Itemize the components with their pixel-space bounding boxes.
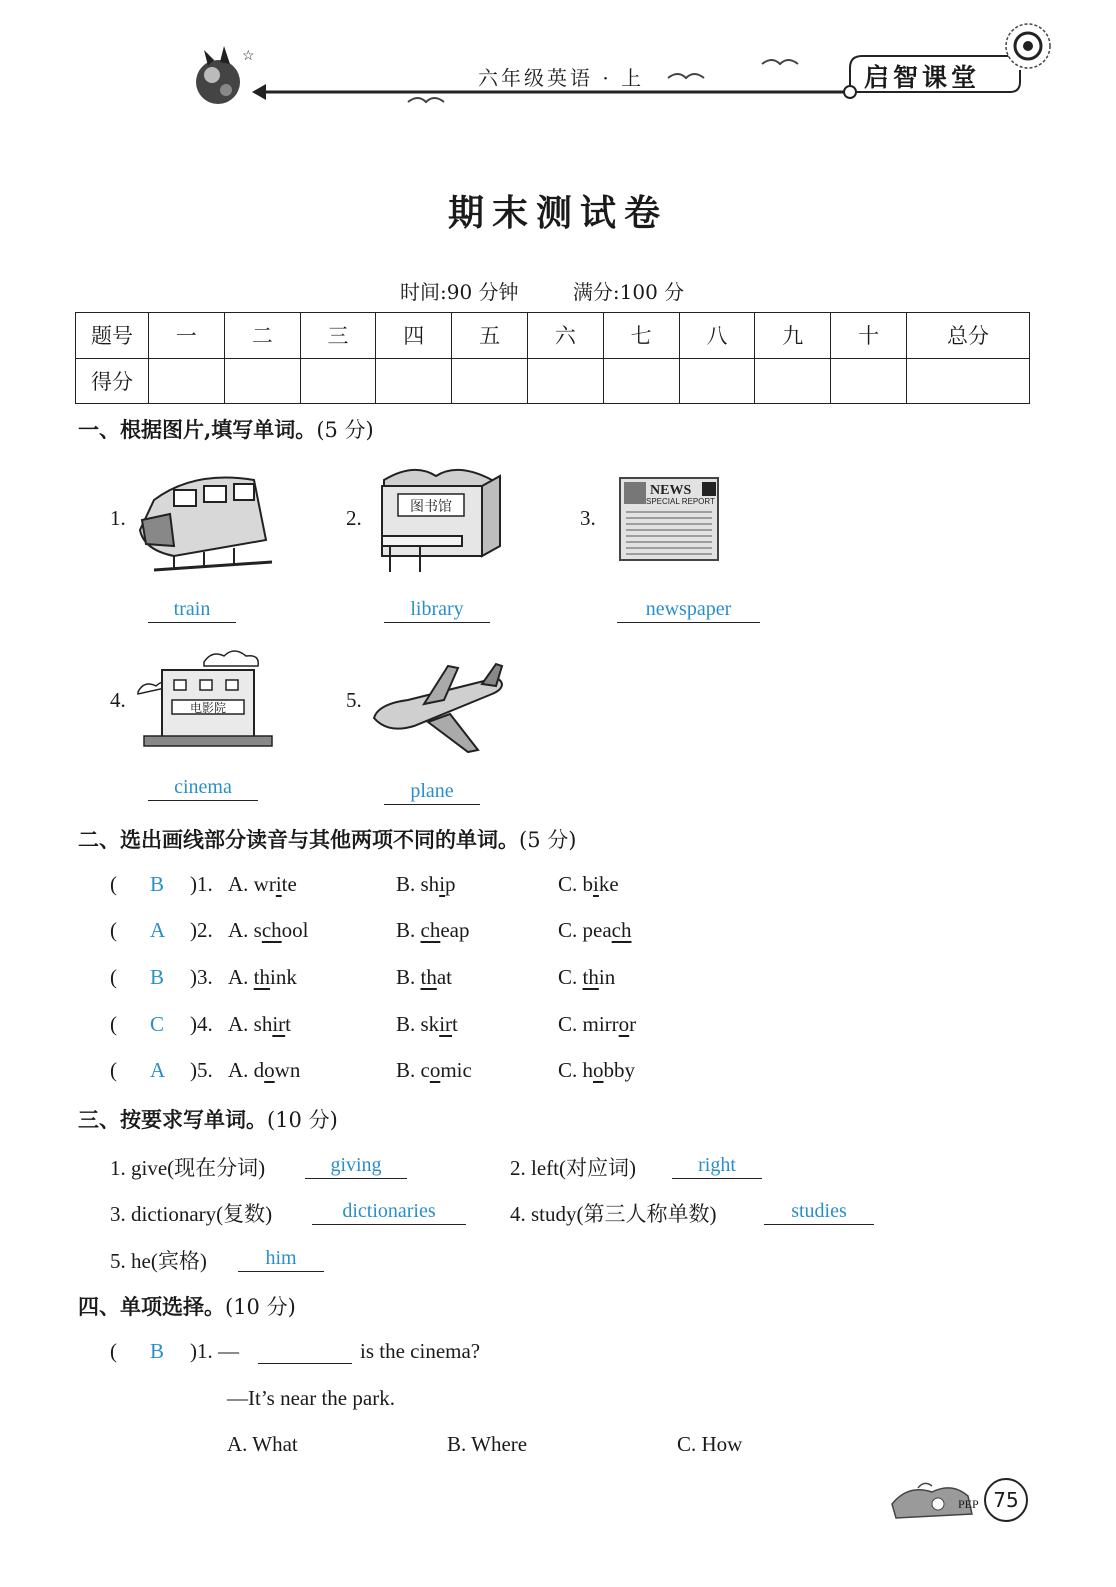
section-title-text: 三、按要求写单词。	[78, 1107, 267, 1132]
brand-title: 启智课堂	[864, 63, 981, 92]
option-text: ool	[281, 918, 309, 942]
question-row	[110, 965, 670, 993]
section-4-title	[78, 1291, 296, 1321]
option-a	[228, 965, 297, 990]
option-text: t	[285, 1012, 292, 1036]
option-text: te	[281, 872, 297, 896]
option-text: A. d	[228, 1058, 265, 1082]
answer-blank[interactable]: dictionaries	[312, 1198, 466, 1225]
mascot-icon	[196, 46, 255, 104]
plane-icon	[368, 660, 510, 760]
underlined-part: ir	[272, 1012, 286, 1036]
option-text: in	[598, 965, 616, 989]
answer-blank[interactable]: right	[672, 1152, 762, 1179]
option-b	[396, 1012, 458, 1037]
question-row	[110, 918, 670, 946]
word-prompt: 2. left(对应词)	[510, 1156, 636, 1180]
option-text: C. b	[558, 872, 594, 896]
answer-blank[interactable]: studies	[764, 1198, 874, 1225]
underlined-part: ch	[261, 918, 282, 942]
table-cell: 题号	[76, 313, 149, 359]
option-a	[228, 918, 309, 943]
option-a[interactable]: A. What	[227, 1432, 298, 1456]
answer-choice[interactable]: A	[150, 1058, 166, 1082]
question-row	[110, 1058, 670, 1086]
word-prompt: 1. give(现在分词)	[110, 1156, 266, 1180]
open-paren: (	[110, 1339, 117, 1363]
pep-label: PEP	[958, 1497, 979, 1511]
option-c	[558, 918, 631, 943]
underlined-part: o	[593, 1058, 604, 1082]
section-points: (5 分)	[519, 828, 577, 852]
library-sign-text: 图书馆	[410, 499, 452, 515]
word-prompt: 3. dictionary(复数)	[110, 1202, 273, 1226]
option-b	[396, 1058, 472, 1083]
open-paren: (	[110, 1012, 117, 1036]
cinema-icon	[134, 648, 278, 756]
score-cell[interactable]	[527, 358, 603, 404]
underlined-part: ir	[439, 1012, 453, 1036]
open-paren: (	[110, 918, 117, 942]
option-text: C.	[558, 965, 583, 989]
open-paren: (	[110, 872, 117, 896]
answer-choice[interactable]: A	[150, 918, 166, 942]
underlined-part: th	[582, 965, 599, 989]
option-text: ke	[598, 872, 619, 896]
word-prompt: 5. he(宾格)	[110, 1249, 207, 1273]
underlined-part: i	[593, 872, 599, 896]
question-stem: is the cinema?	[360, 1339, 481, 1363]
question-row	[110, 872, 670, 900]
cinema-sign-text: 电影院	[189, 701, 227, 715]
score-cell[interactable]	[831, 358, 907, 404]
option-text: B. sk	[396, 1012, 440, 1036]
table-cell: 总分	[907, 313, 1030, 359]
answer-blank[interactable]: him	[238, 1245, 324, 1272]
table-cell: 六	[527, 313, 603, 359]
score-cell[interactable]	[755, 358, 831, 404]
item-number: 2.	[346, 506, 362, 530]
option-text: C. mirr	[558, 1012, 619, 1036]
underlined-part: o	[264, 1058, 275, 1082]
table-cell: 四	[376, 313, 452, 359]
underlined-part: o	[429, 1058, 441, 1082]
option-text: A. s	[228, 918, 262, 942]
table-cell: 十	[831, 313, 907, 359]
section-3-title	[78, 1104, 338, 1134]
score-table-score-row	[76, 358, 1030, 404]
score-cell[interactable]	[679, 358, 755, 404]
option-b	[396, 872, 456, 897]
option-a	[228, 1058, 300, 1083]
answer-choice[interactable]: C	[150, 1012, 165, 1036]
newspaper-icon	[616, 474, 722, 568]
train-icon	[134, 470, 274, 578]
section-1-title	[78, 414, 374, 444]
score-cell[interactable]	[907, 358, 1030, 404]
option-text: C. pea	[558, 918, 612, 942]
item-number: 4.	[110, 688, 126, 712]
option-text: eap	[440, 918, 470, 942]
section-title-text: 一、根据图片,填写单词。	[78, 417, 317, 442]
underlined-part: th	[253, 965, 271, 989]
answer-blank[interactable]: newspaper	[617, 596, 760, 623]
news-headline: NEWS	[650, 483, 692, 498]
option-c	[558, 1012, 636, 1037]
svg-text:☆: ☆	[242, 48, 255, 64]
answer-blank[interactable]: giving	[305, 1152, 407, 1179]
option-text: p	[445, 872, 456, 896]
score-table	[75, 312, 1030, 404]
table-cell: 得分	[76, 358, 149, 404]
question-number: )5.	[190, 1058, 213, 1082]
answer-blank[interactable]: plane	[384, 778, 480, 805]
option-text: B.	[396, 965, 421, 989]
underlined-part: i	[439, 872, 446, 896]
option-text: B.	[396, 918, 421, 942]
option-text: A. sh	[228, 1012, 273, 1036]
answer-blank[interactable]: cinema	[148, 774, 258, 801]
item-number: 1.	[110, 506, 126, 530]
option-text: B. sh	[396, 872, 440, 896]
question-number: )1. —	[190, 1339, 239, 1363]
page-title: 期末测试卷	[447, 193, 668, 234]
table-cell: 三	[300, 313, 376, 359]
exam-info	[400, 276, 732, 305]
underlined-part: ch	[611, 918, 632, 942]
exam-full-score: 满分:100 分	[572, 280, 685, 304]
option-b	[396, 918, 470, 943]
table-cell: 八	[679, 313, 755, 359]
question-row	[110, 1339, 630, 1367]
option-text: bby	[603, 1058, 636, 1082]
question-number: )4.	[190, 1012, 213, 1036]
open-paren: (	[110, 965, 117, 989]
question-number: )1.	[190, 872, 213, 896]
underlined-part: o	[618, 1012, 630, 1036]
item-number: 3.	[580, 506, 596, 530]
answer-blank[interactable]: library	[384, 596, 490, 623]
answer-choice[interactable]: B	[150, 872, 165, 896]
option-text: wn	[274, 1058, 301, 1082]
option-text: ink	[270, 965, 297, 989]
section-title-text: 二、选出画线部分读音与其他两项不同的单词。	[78, 827, 519, 852]
option-text: A.	[228, 965, 254, 989]
option-a	[228, 1012, 291, 1037]
option-text: at	[436, 965, 453, 989]
option-c	[558, 1058, 635, 1083]
score-cell[interactable]	[300, 358, 376, 404]
item-number: 5.	[346, 688, 362, 712]
score-cell[interactable]	[376, 358, 452, 404]
score-cell[interactable]	[603, 358, 679, 404]
table-cell: 七	[603, 313, 679, 359]
section-points: (5 分)	[316, 418, 374, 442]
option-text: t	[452, 1012, 458, 1036]
section-points: (10 分)	[225, 1295, 296, 1319]
table-cell: 九	[755, 313, 831, 359]
question-number: )3.	[190, 965, 213, 989]
option-c	[558, 965, 615, 990]
score-cell[interactable]	[452, 358, 528, 404]
answer-blank[interactable]: train	[148, 596, 236, 623]
table-cell: 五	[452, 313, 528, 359]
question-row	[110, 1012, 670, 1040]
header-subtitle: 六年级英语 · 上	[478, 66, 645, 90]
underlined-part: th	[420, 965, 437, 989]
score-table-header-row	[76, 313, 1030, 359]
question-number: )2.	[190, 918, 213, 942]
option-text: A. wr	[228, 872, 276, 896]
page-number: 75	[984, 1478, 1028, 1522]
table-cell: 二	[224, 313, 300, 359]
fill-in-blank[interactable]	[258, 1341, 352, 1364]
table-cell: 一	[149, 313, 225, 359]
score-cell[interactable]	[149, 358, 225, 404]
library-icon	[374, 462, 504, 578]
option-text: C. h	[558, 1058, 594, 1082]
option-c[interactable]: C. How	[677, 1432, 743, 1456]
section-2-title	[78, 824, 576, 854]
underlined-part: i	[275, 872, 282, 896]
option-text: r	[629, 1012, 637, 1036]
exam-time: 时间:90 分钟	[400, 280, 519, 304]
section-points: (10 分)	[267, 1108, 338, 1132]
dialogue-reply: —It’s near the park.	[227, 1386, 395, 1410]
option-text: mic	[440, 1058, 472, 1082]
answer-choice[interactable]: B	[150, 965, 165, 989]
open-paren: (	[110, 1058, 117, 1082]
news-subheadline: SPECIAL REPORT	[646, 497, 715, 506]
underlined-part: ch	[420, 918, 441, 942]
option-a	[228, 872, 297, 897]
option-c	[558, 872, 619, 897]
option-b[interactable]: B. Where	[447, 1432, 528, 1456]
answer-choice[interactable]: B	[150, 1339, 165, 1363]
section-title-text: 四、单项选择。	[78, 1294, 225, 1319]
option-text: B. c	[396, 1058, 430, 1082]
score-cell[interactable]	[224, 358, 300, 404]
option-b	[396, 965, 452, 990]
word-prompt: 4. study(第三人称单数)	[510, 1202, 717, 1226]
